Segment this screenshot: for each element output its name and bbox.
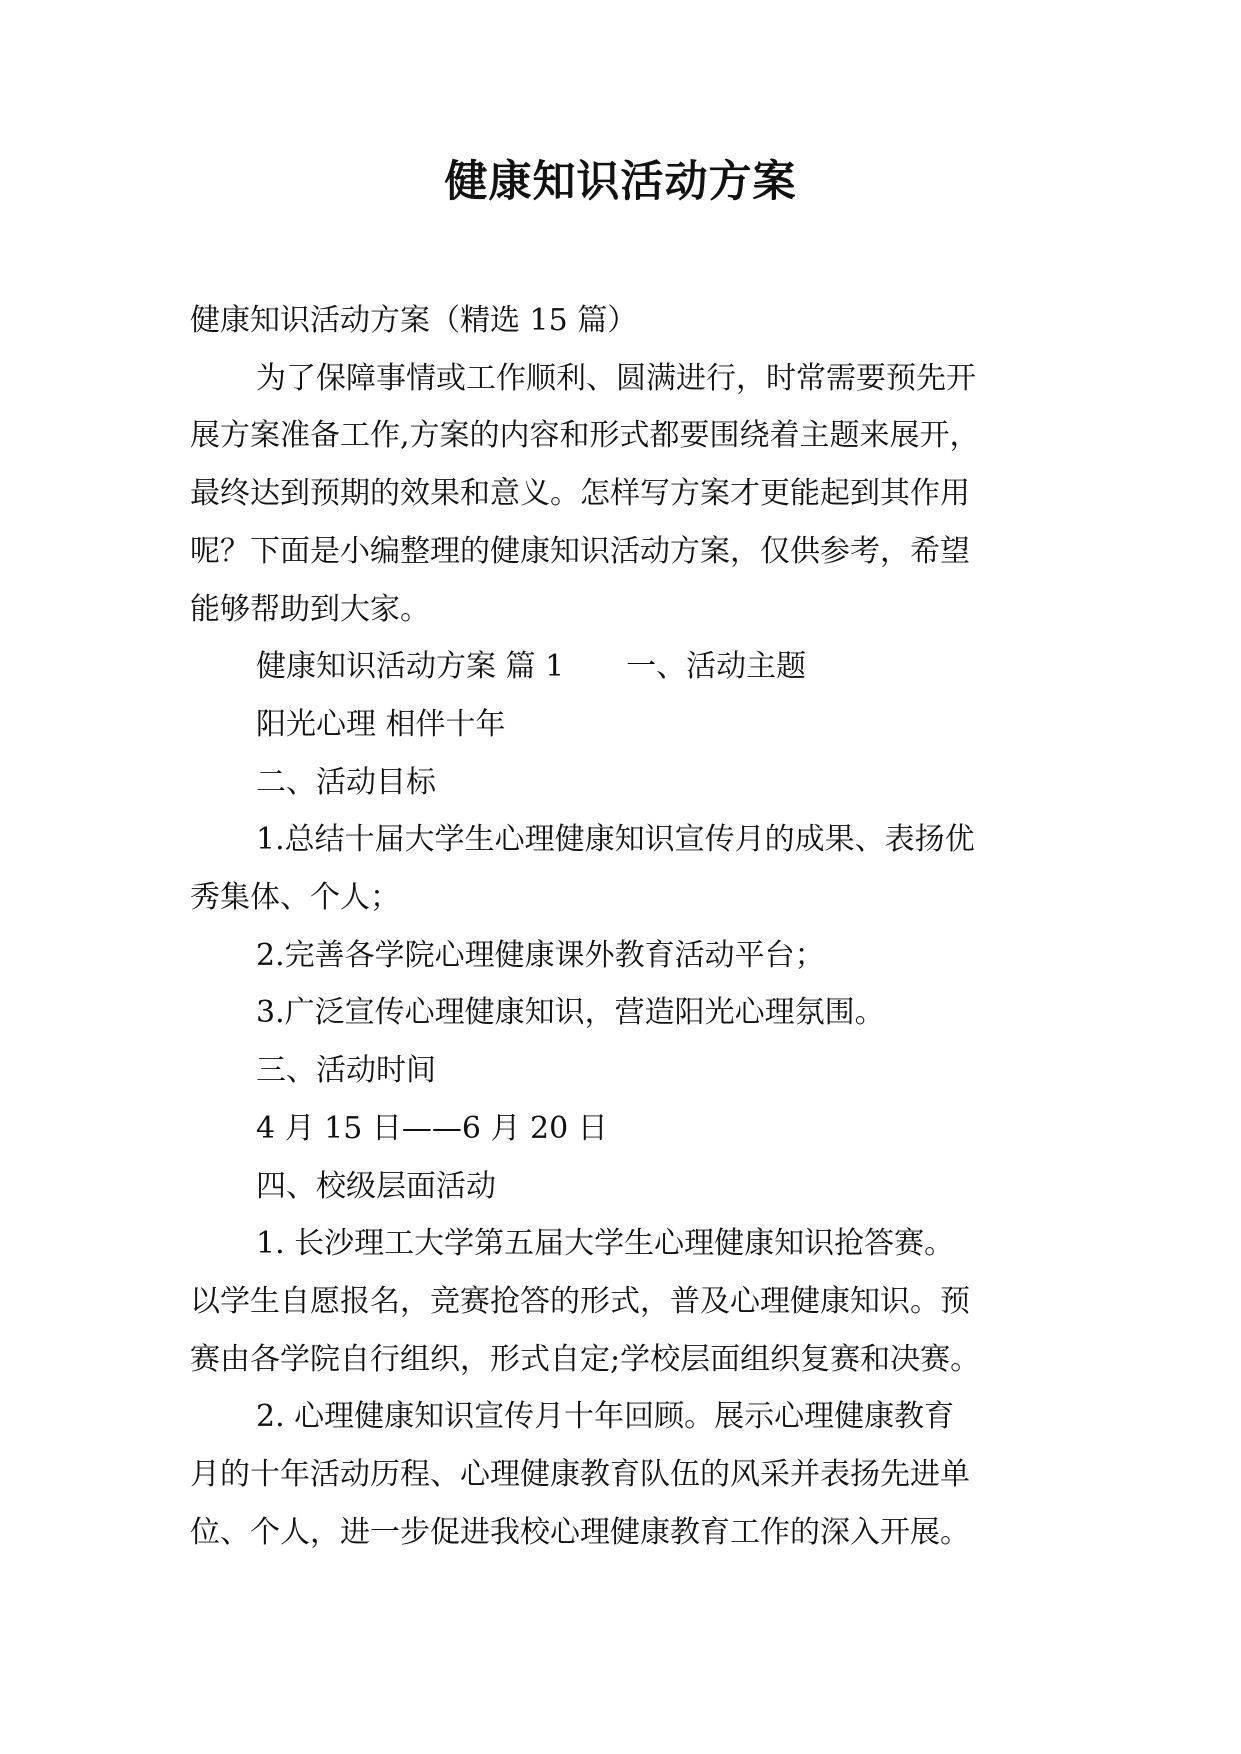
list-item-line: 3.广泛宣传心理健康知识，营造阳光心理氛围。 [256,995,885,1031]
paragraph-line: 以学生自愿报名，竞赛抢答的形式，普及心理健康知识。预 [190,1283,970,1319]
list-item-line: 2.完善各学院心理健康课外教育活动平台； [256,937,825,973]
document-body [190,292,1060,1561]
paragraph-line: 呢？下面是小编整理的健康知识活动方案，仅供参考，希望 [190,533,970,569]
section-heading: 四、校级层面活动 [256,1168,496,1204]
section-heading-line [190,638,1060,696]
paragraph-line: 位、个人，进一步促进我校心理健康教育工作的深入开展。 [190,1514,970,1550]
section-heading: 三、活动时间 [256,1053,436,1089]
paragraph-line: 能够帮助到大家。 [190,591,430,627]
list-item-line: 秀集体、个人； [190,880,400,916]
collection-heading: 健康知识活动方案（精选 15 篇） [190,303,638,338]
paragraph-line: 赛由各学院自行组织，形式自定;学校层面组织复赛和决赛。 [190,1341,981,1377]
section-heading: 一、活动主题 [626,649,807,685]
list-item-line: 1. 长沙理工大学第五届大学生心理健康知识抢答赛。 [256,1226,955,1262]
paragraph-line: 月的十年活动历程、心理健康教育队伍的风采并表扬先进单 [190,1457,970,1493]
document-title: 健康知识活动方案 [444,157,797,207]
section-heading: 二、活动目标 [256,764,436,800]
date-range-text: 4 月 15 日——6 月 20 日 [256,1110,608,1146]
article-heading: 健康知识活动方案 篇 1 [256,649,565,685]
theme-text: 阳光心理 相伴十年 [256,706,506,742]
paragraph-line: 展方案准备工作,方案的内容和形式都要围绕着主题来展开， [190,418,980,454]
list-item-line: 1.总结十届大学生心理健康知识宣传月的成果、表扬优 [256,822,975,858]
list-item-line: 2. 心理健康知识宣传月十年回顾。展示心理健康教育 [256,1399,955,1435]
paragraph-line: 为了保障事情或工作顺利、圆满进行，时常需要预先开 [256,360,976,396]
paragraph-line: 最终达到预期的效果和意义。怎样写方案才更能起到其作用 [190,476,970,512]
